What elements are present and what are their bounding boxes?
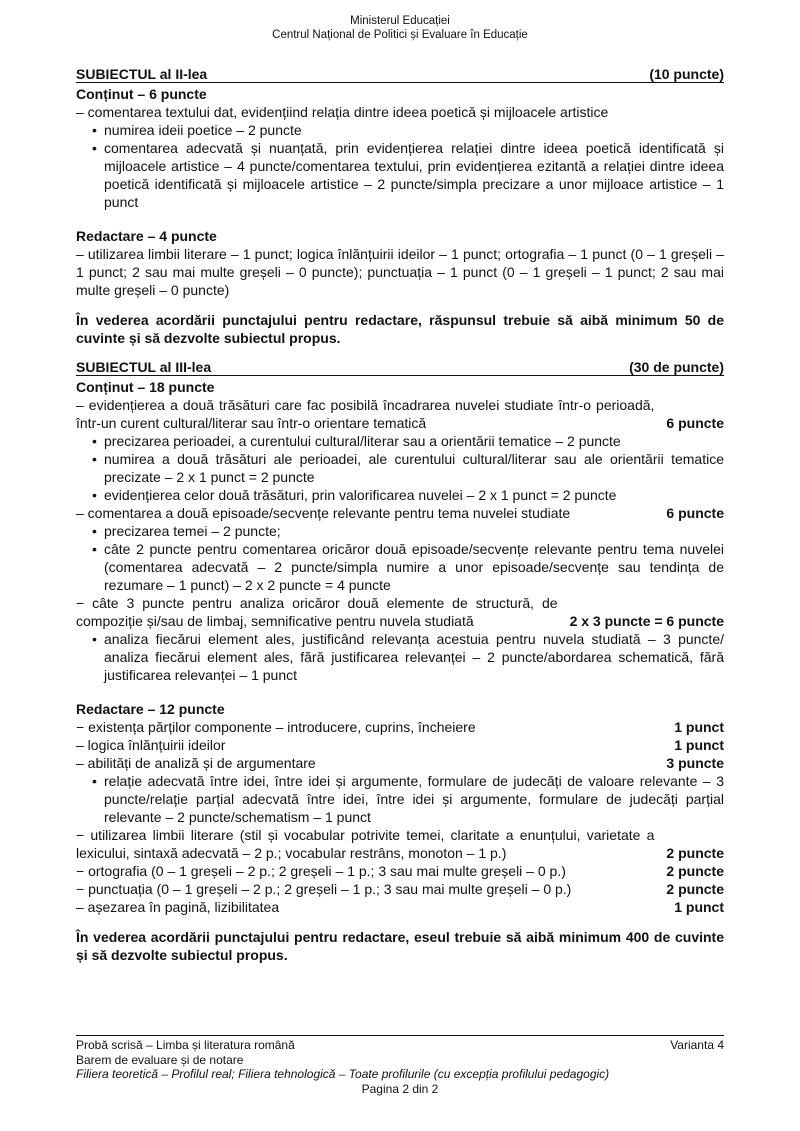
subject-2-redactare-heading: Redactare – 4 puncte	[76, 228, 217, 244]
item-text: – comentarea a două episoade/secvențe relevante pentru tema nuvelei studiate	[76, 505, 571, 521]
subject-3-redactare-heading: Redactare – 12 puncte	[76, 701, 225, 717]
redactare-criterion	[76, 754, 724, 772]
subject-2-note: În vederea acordării punctajului pentru redactare, răspunsul trebuie să aibă minimum 50 de cuvinte și să dezvolte subiectul propus.	[76, 312, 724, 346]
subject-3-item-2-bullet: • câte 2 puncte pentru comentarea oricăror două episoade/secvențe relevante pentru tema nuvelei (comentarea adecvată – 2 puncte/simpla numire a unor episoade/secvențe sau tendința de rezumare – 1 punct) – 2 x 2 puncte = 4 puncte	[76, 540, 724, 594]
subject-3-item-3	[76, 594, 724, 630]
criterion-points: 3 puncte	[666, 755, 724, 771]
page-footer	[76, 1035, 724, 1096]
subject-3-title: SUBIECTUL al III-lea	[76, 359, 212, 375]
subject-3-item-1-bullet: • numirea a două trăsături ale perioadei, ale curentului cultural/literar sau ale orientării tematice precizate – 2 x 1 punct = 2 puncte	[76, 450, 724, 486]
page-content	[76, 66, 724, 964]
page-header	[76, 14, 724, 42]
criterion-points: 2 puncte	[666, 881, 724, 897]
redactare-criterion	[76, 826, 724, 862]
item-points: 6 puncte	[666, 505, 724, 521]
criterion-points: 1 punct	[674, 737, 724, 753]
item-text: − câte 3 puncte pentru analiza oricăror două elemente de structură, de compoziție și/sau de limbaj, semnificative pentru nuvela studiată	[76, 595, 558, 629]
criterion-text: − ortografia (0 – 1 greșeli – 2 p.; 2 greșeli – 1 p.; 3 sau mai multe greșeli – 0 p.)	[76, 863, 566, 879]
footer-page-number: Pagina 2 din 2	[361, 1081, 439, 1096]
item-points: 6 puncte	[666, 415, 724, 431]
criterion-text: − utilizarea limbii literare (stil și vocabular potrivite temei, claritate a enunțului, varietate a lexicului, sintaxă adecvată – 2 p.; vocabular restrâns, monoton – 1 p.)	[76, 827, 655, 861]
criterion-points: 2 puncte	[666, 863, 724, 879]
subject-2-content-heading: Conținut – 6 puncte	[76, 86, 207, 102]
subject-2-content-intro: – comentarea textului dat, evidențiind relația dintre ideea poetică și mijloacele artistice	[76, 104, 609, 120]
redactare-criterion	[76, 898, 724, 916]
header-center: Centrul Național de Politici și Evaluare în Educație	[272, 29, 528, 41]
footer-barem: Barem de evaluare și de notare	[76, 1052, 244, 1067]
header-ministry: Ministerul Educației	[350, 15, 450, 27]
criterion-text: – așezarea în pagină, lizibilitatea	[76, 899, 280, 915]
subject-3-title-row	[76, 359, 724, 376]
footer-filiera: Filiera teoretică – Profilul real; Filiera tehnologică – Toate profilurile (cu excepția profilului pedagogic)	[76, 1067, 610, 1081]
subject-2-bullet: • numirea ideii poetice – 2 puncte	[76, 121, 724, 139]
item-text: – evidențierea a două trăsături care fac posibilă încadrarea nuvelei studiate într-o perioadă, într-un curent cultural/literar sau într-o orientare tematică	[76, 397, 655, 431]
subject-3-item-1-bullet: • evidențierea celor două trăsături, prin valorificarea nuvelei – 2 x 1 punct = 2 puncte	[76, 486, 724, 504]
subject-3-item-2	[76, 504, 724, 522]
criterion-text: – abilități de analiză și de argumentare	[76, 755, 316, 771]
subject-3-note: În vederea acordării punctajului pentru redactare, eseul trebuie să aibă minimum 400 de cuvinte și să dezvolte subiectul propus.	[76, 929, 724, 963]
subject-2-bullet: • comentarea adecvată și nuanțată, prin evidențierea relației dintre ideea poetică identificată și mijloacele artistice – 4 puncte/comentarea textului, prin evidențierea ezitantă a relației dintre ideea poetică identificată și mijloacele artistice – 2 puncte/simpla precizare a unor mijloace artistice – 1 punct	[76, 139, 724, 211]
redactare-criterion	[76, 880, 724, 898]
subject-3-item-3-bullet: • analiza fiecărui element ales, justificând relevanța acestuia pentru nuvela studiată – 3 puncte/ analiza fiecărui element ales, fără justificarea relevanței – 2 puncte/abordarea schematică, fără justificarea relevanței – 1 punct	[76, 630, 724, 684]
subject-2-title: SUBIECTUL al II-lea	[76, 66, 208, 82]
subject-2-points: (10 puncte)	[649, 66, 724, 82]
redactare-criterion-bullet: • relație adecvată între idei, între idei și argumente, formulare de judecăți de valoare relevante – 3 puncte/relație parțial adecvată între idei, între idei și argumente, formulare de judecăți parțial relevante – 2 puncte/schematism – 1 punct	[76, 772, 724, 826]
subject-2-title-row	[76, 66, 724, 83]
criterion-text: − punctuația (0 – 1 greșeli – 2 p.; 2 greșeli – 1 p.; 3 sau mai multe greșeli – 0 p.)	[76, 881, 572, 897]
subject-3-content-heading: Conținut – 18 puncte	[76, 379, 215, 395]
subject-3-item-1	[76, 396, 724, 432]
criterion-points: 2 puncte	[666, 845, 724, 861]
redactare-criterion	[76, 736, 724, 754]
criterion-points: 1 punct	[674, 899, 724, 915]
subject-3-item-1-bullet: • precizarea perioadei, a curentului cultural/literar sau a orientării tematice – 2 puncte	[76, 432, 724, 450]
item-points: 2 x 3 puncte = 6 puncte	[569, 613, 724, 629]
redactare-criterion	[76, 862, 724, 880]
footer-variant: Varianta 4	[670, 1038, 724, 1052]
subject-3-points: (30 de puncte)	[629, 359, 724, 375]
criterion-text: – logica înlănțuirii ideilor	[76, 737, 226, 753]
subject-3-item-2-bullet: • precizarea temei – 2 puncte;	[76, 522, 724, 540]
criterion-text: − existența părților componente – introducere, cuprins, încheiere	[76, 719, 476, 735]
footer-exam-name: Probă scrisă – Limba și literatura română	[76, 1038, 295, 1052]
subject-2-redactare-text: – utilizarea limbii literare – 1 punct; logica înlănțuirii ideilor – 1 punct; ortografia – 1 punct (0 – 1 greșeli – 1 punct; 2 sau mai multe greșeli – 0 puncte); punctuația – 1 punct (0 – 1 greșeli – 1 punct; 2 sau mai multe greșeli – 0 puncte)	[76, 246, 724, 298]
criterion-points: 1 punct	[674, 719, 724, 735]
redactare-criterion	[76, 718, 724, 736]
